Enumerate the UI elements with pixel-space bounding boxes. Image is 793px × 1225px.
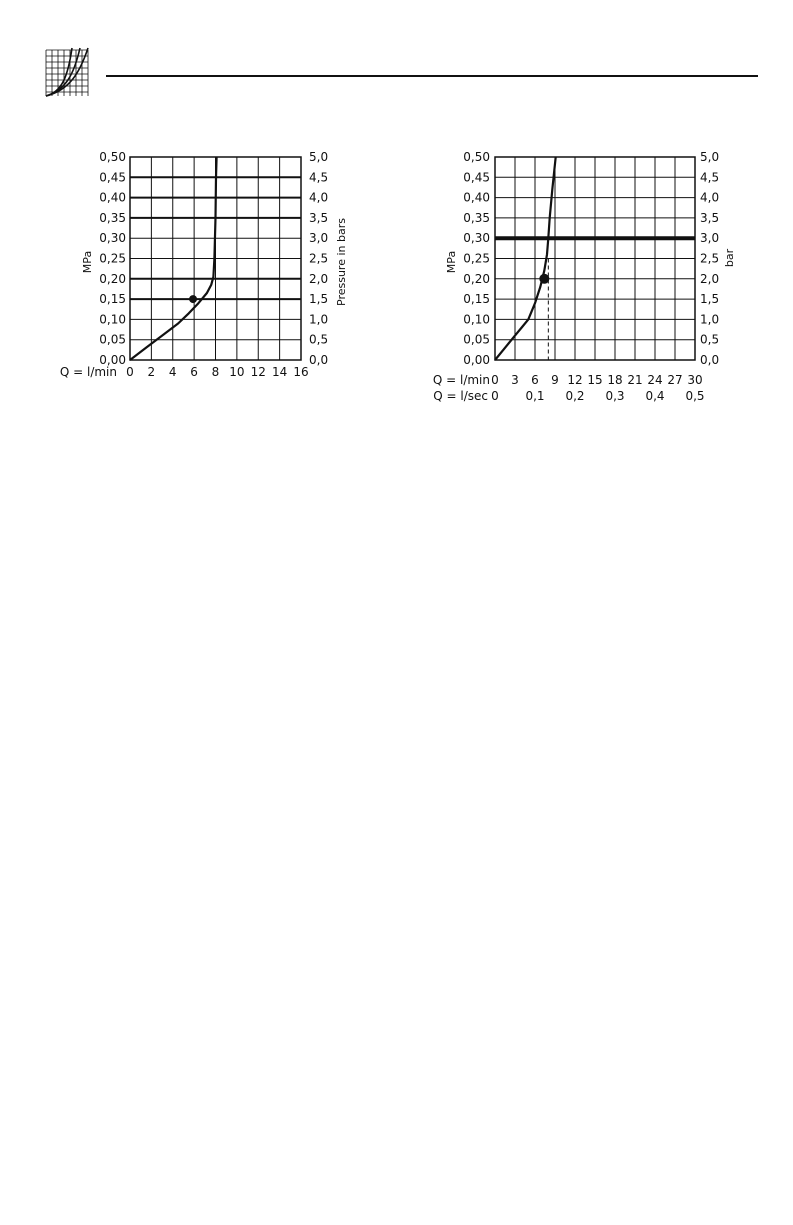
y-tick-label-left: 0,15 (99, 292, 126, 307)
x-tick-label: 27 (667, 373, 683, 387)
x-tick-label: 0 (491, 389, 499, 403)
y-tick-label-right: 5,0 (309, 150, 329, 164)
y-tick-label-left: 0,45 (463, 170, 490, 185)
y-tick-label-left: 0,40 (463, 190, 490, 205)
y-tick-label-right: 5,0 (700, 150, 720, 164)
x-tick-label: 21 (627, 373, 643, 387)
x-tick-label: 0 (126, 365, 134, 379)
y-tick-label-right: 1,5 (700, 292, 720, 307)
x-tick-label: 6 (531, 373, 539, 387)
x-tick-label: 0,4 (645, 389, 665, 403)
y-tick-label-right: 0,0 (700, 353, 720, 367)
y-tick-label-right: 3,5 (700, 210, 720, 225)
x-tick-label: 0,3 (605, 389, 625, 403)
y-tick-label-left: 0,20 (463, 271, 490, 286)
x-axis-label: Q = l/sec (433, 389, 488, 403)
x-tick-label: 4 (168, 365, 177, 379)
y-tick-label-right: 3,5 (309, 210, 329, 225)
y-tick-label-left: 0,30 (99, 231, 126, 246)
x-tick-label: 0,1 (525, 389, 545, 403)
y-tick-label-left: 0,45 (99, 170, 126, 185)
x-axis-label: Q = l/min (432, 373, 490, 387)
x-tick-label: 3 (511, 373, 519, 387)
x-tick-label: 0 (491, 373, 499, 387)
y-tick-label-left: 0,50 (99, 150, 126, 164)
y-tick-label-left: 0,35 (99, 210, 126, 225)
pressure-flow-chart-right (0, 0, 793, 420)
x-tick-label: 10 (229, 365, 245, 379)
y-tick-label-right: 4,0 (309, 190, 329, 205)
y-tick-label-left: 0,40 (99, 190, 126, 205)
y-tick-label-right: 3,0 (700, 231, 720, 246)
y-tick-label-left: 0,00 (463, 353, 490, 367)
y-axis-label-left: MPa (445, 250, 458, 274)
x-tick-label: 0,2 (565, 389, 585, 403)
y-tick-label-left: 0,10 (463, 312, 490, 327)
y-tick-label-right: 2,5 (700, 251, 720, 266)
y-tick-label-left: 0,50 (463, 150, 490, 164)
x-tick-label: 12 (567, 373, 583, 387)
y-tick-label-right: 4,5 (309, 170, 329, 185)
y-tick-label-left: 0,00 (99, 353, 126, 367)
x-tick-label: 24 (647, 373, 663, 387)
y-axis-label-right: Pressure in bars (335, 218, 348, 306)
y-tick-label-right: 4,5 (700, 170, 720, 185)
y-tick-label-left: 0,35 (463, 210, 490, 225)
y-tick-label-right: 2,5 (309, 251, 329, 266)
y-tick-label-left: 0,15 (463, 292, 490, 307)
x-tick-label: 30 (687, 373, 703, 387)
y-tick-label-left: 0,10 (99, 312, 126, 327)
x-tick-label: 6 (190, 365, 198, 379)
y-tick-label-left: 0,30 (463, 231, 490, 246)
y-tick-label-right: 2,0 (700, 271, 720, 286)
y-tick-label-right: 1,5 (309, 292, 329, 307)
x-tick-label: 16 (293, 365, 309, 379)
y-tick-label-right: 0,0 (309, 353, 329, 367)
x-tick-label: 0,5 (685, 389, 705, 403)
x-tick-label: 12 (250, 365, 266, 379)
y-axis-label-right: bar (723, 248, 736, 268)
operating-point-marker (539, 274, 549, 284)
x-tick-label: 2 (147, 365, 156, 379)
y-tick-label-right: 0,5 (309, 332, 329, 347)
y-tick-label-left: 0,25 (99, 251, 126, 266)
y-tick-label-right: 1,0 (309, 312, 329, 327)
x-tick-label: 8 (211, 365, 220, 379)
y-tick-label-right: 1,0 (700, 312, 720, 327)
y-tick-label-right: 0,5 (700, 332, 720, 347)
x-tick-label: 15 (587, 373, 603, 387)
x-tick-label: 14 (271, 365, 288, 379)
y-tick-label-right: 4,0 (700, 190, 720, 205)
x-tick-label: 9 (551, 373, 559, 387)
y-tick-label-left: 0,05 (463, 332, 490, 347)
y-tick-label-left: 0,05 (99, 332, 126, 347)
y-tick-label-right: 2,0 (309, 271, 329, 286)
y-tick-label-right: 3,0 (309, 231, 329, 246)
y-axis-label-left: MPa (81, 250, 94, 274)
y-tick-label-left: 0,20 (99, 271, 126, 286)
y-tick-label-left: 0,25 (463, 251, 490, 266)
x-axis-label: Q = l/min (59, 365, 117, 379)
x-tick-label: 18 (607, 373, 623, 387)
